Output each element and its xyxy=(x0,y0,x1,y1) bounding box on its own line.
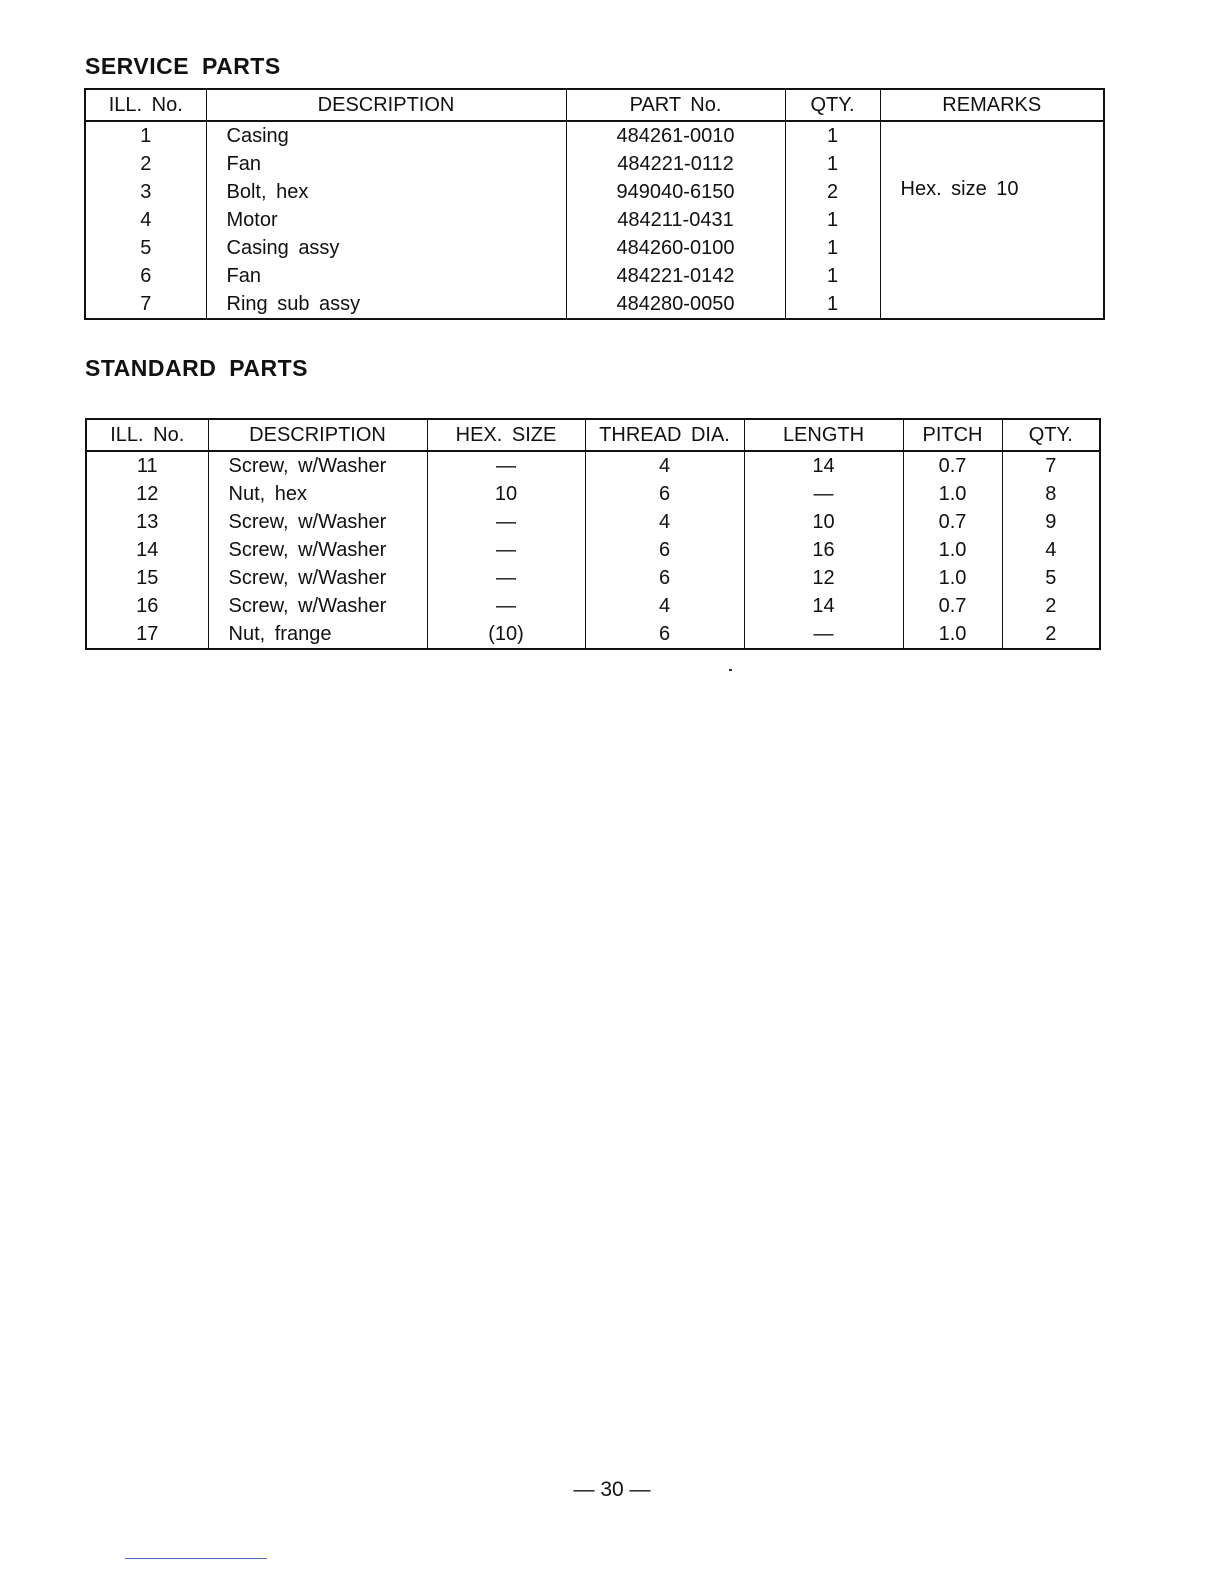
column-header: REMARKS xyxy=(880,89,1104,121)
qty-cell: 9 xyxy=(1002,508,1100,536)
pitch-cell: 0.7 xyxy=(903,592,1002,620)
column-header: DESCRIPTION xyxy=(206,89,566,121)
qty-cell: 4 xyxy=(1002,536,1100,564)
qty-cell: 2 xyxy=(1002,592,1100,620)
thread-dia-cell: 4 xyxy=(585,451,744,480)
hex-size-cell: 10 xyxy=(427,480,585,508)
table-row xyxy=(86,451,1100,480)
length-cell: 16 xyxy=(744,536,903,564)
qty-cell: 1 xyxy=(785,150,880,178)
thread-dia-cell: 6 xyxy=(585,536,744,564)
qty-cell: 1 xyxy=(785,121,880,150)
ill-no-cell: 1 xyxy=(140,124,152,147)
length-cell: 12 xyxy=(744,564,903,592)
description-cell: Casing xyxy=(206,121,566,150)
ill-no-cell: 14 xyxy=(136,538,159,561)
thread-dia-cell: 4 xyxy=(585,592,744,620)
hex-size-cell: (10) xyxy=(427,620,585,649)
column-header: DESCRIPTION xyxy=(208,419,427,451)
table-header-row xyxy=(86,419,1100,451)
length-cell: — xyxy=(744,480,903,508)
ill-no-cell: 12 xyxy=(136,482,159,505)
column-header: ILL. No. xyxy=(85,89,206,121)
table-row xyxy=(86,620,1100,649)
ill-no-cell: 17 xyxy=(136,622,159,645)
column-header: THREAD DIA. xyxy=(585,419,744,451)
hex-size-cell: — xyxy=(427,508,585,536)
table-header-row xyxy=(85,89,1104,121)
standard-parts-table xyxy=(85,418,1101,650)
hex-size-cell: — xyxy=(427,536,585,564)
pitch-cell: 1.0 xyxy=(903,620,1002,649)
description-cell: Bolt, hex xyxy=(206,178,566,206)
part-no-cell: 484280-0050 xyxy=(566,290,785,319)
page-number: — 30 — xyxy=(573,1478,651,1501)
table-row xyxy=(86,592,1100,620)
qty-cell: 2 xyxy=(785,178,880,206)
part-no-cell: 484211-0431 xyxy=(566,206,785,234)
ill-no-cell: 3 xyxy=(140,180,152,203)
part-no-cell: 484221-0142 xyxy=(566,262,785,290)
hex-size-cell: — xyxy=(427,451,585,480)
scan-speck xyxy=(729,669,732,671)
standard-parts-title: STANDARD PARTS xyxy=(85,355,308,381)
table-row xyxy=(86,564,1100,592)
qty-cell: 1 xyxy=(785,262,880,290)
ill-no-cell: 2 xyxy=(140,152,152,175)
column-header: LENGTH xyxy=(744,419,903,451)
part-no-cell: 484260-0100 xyxy=(566,234,785,262)
ill-no-cell: 13 xyxy=(136,510,159,533)
length-cell: 14 xyxy=(744,451,903,480)
ill-no-cell: 4 xyxy=(140,208,152,231)
ill-no-cell: 11 xyxy=(136,454,158,477)
ill-no-cell: 7 xyxy=(140,292,152,315)
description-cell: Screw, w/Washer xyxy=(208,564,427,592)
table-row xyxy=(85,121,1104,150)
thread-dia-cell: 4 xyxy=(585,508,744,536)
column-header: QTY. xyxy=(1002,419,1100,451)
ill-no-cell: 5 xyxy=(140,236,152,259)
description-cell: Nut, frange xyxy=(208,620,427,649)
table-row xyxy=(86,536,1100,564)
pitch-cell: 0.7 xyxy=(903,451,1002,480)
column-header: QTY. xyxy=(785,89,880,121)
description-cell: Screw, w/Washer xyxy=(208,451,427,480)
column-header: PART No. xyxy=(566,89,785,121)
part-no-cell: 484261-0010 xyxy=(566,121,785,150)
part-no-cell: 484221-0112 xyxy=(566,150,785,178)
description-cell: Screw, w/Washer xyxy=(208,508,427,536)
column-header: HEX. SIZE xyxy=(427,419,585,451)
thread-dia-cell: 6 xyxy=(585,480,744,508)
service-parts-table xyxy=(84,88,1105,320)
table-row xyxy=(86,480,1100,508)
description-cell: Fan xyxy=(206,150,566,178)
footer-rule xyxy=(125,1558,267,1559)
description-cell: Ring sub assy xyxy=(206,290,566,319)
pitch-cell: 1.0 xyxy=(903,564,1002,592)
pitch-cell: 1.0 xyxy=(903,480,1002,508)
column-header: ILL. No. xyxy=(86,419,208,451)
pitch-cell: 1.0 xyxy=(903,536,1002,564)
thread-dia-cell: 6 xyxy=(585,564,744,592)
qty-cell: 2 xyxy=(1002,620,1100,649)
ill-no-cell: 6 xyxy=(140,264,152,287)
description-cell: Motor xyxy=(206,206,566,234)
pitch-cell: 0.7 xyxy=(903,508,1002,536)
part-no-cell: 949040-6150 xyxy=(566,178,785,206)
description-cell: Casing assy xyxy=(206,234,566,262)
description-cell: Fan xyxy=(206,262,566,290)
qty-cell: 1 xyxy=(785,234,880,262)
description-cell: Screw, w/Washer xyxy=(208,536,427,564)
qty-cell: 1 xyxy=(785,206,880,234)
service-parts-title: SERVICE PARTS xyxy=(85,53,281,79)
ill-no-cell: 15 xyxy=(136,566,159,589)
thread-dia-cell: 6 xyxy=(585,620,744,649)
description-cell: Nut, hex xyxy=(208,480,427,508)
qty-cell: 7 xyxy=(1002,451,1100,480)
remarks-cell: Hex. size 10 xyxy=(880,121,1104,319)
length-cell: — xyxy=(744,620,903,649)
length-cell: 14 xyxy=(744,592,903,620)
column-header: PITCH xyxy=(903,419,1002,451)
hex-size-cell: — xyxy=(427,564,585,592)
hex-size-cell: — xyxy=(427,592,585,620)
description-cell: Screw, w/Washer xyxy=(208,592,427,620)
ill-no-cell: 16 xyxy=(136,594,159,617)
qty-cell: 8 xyxy=(1002,480,1100,508)
length-cell: 10 xyxy=(744,508,903,536)
qty-cell: 5 xyxy=(1002,564,1100,592)
table-row xyxy=(86,508,1100,536)
qty-cell: 1 xyxy=(785,290,880,319)
